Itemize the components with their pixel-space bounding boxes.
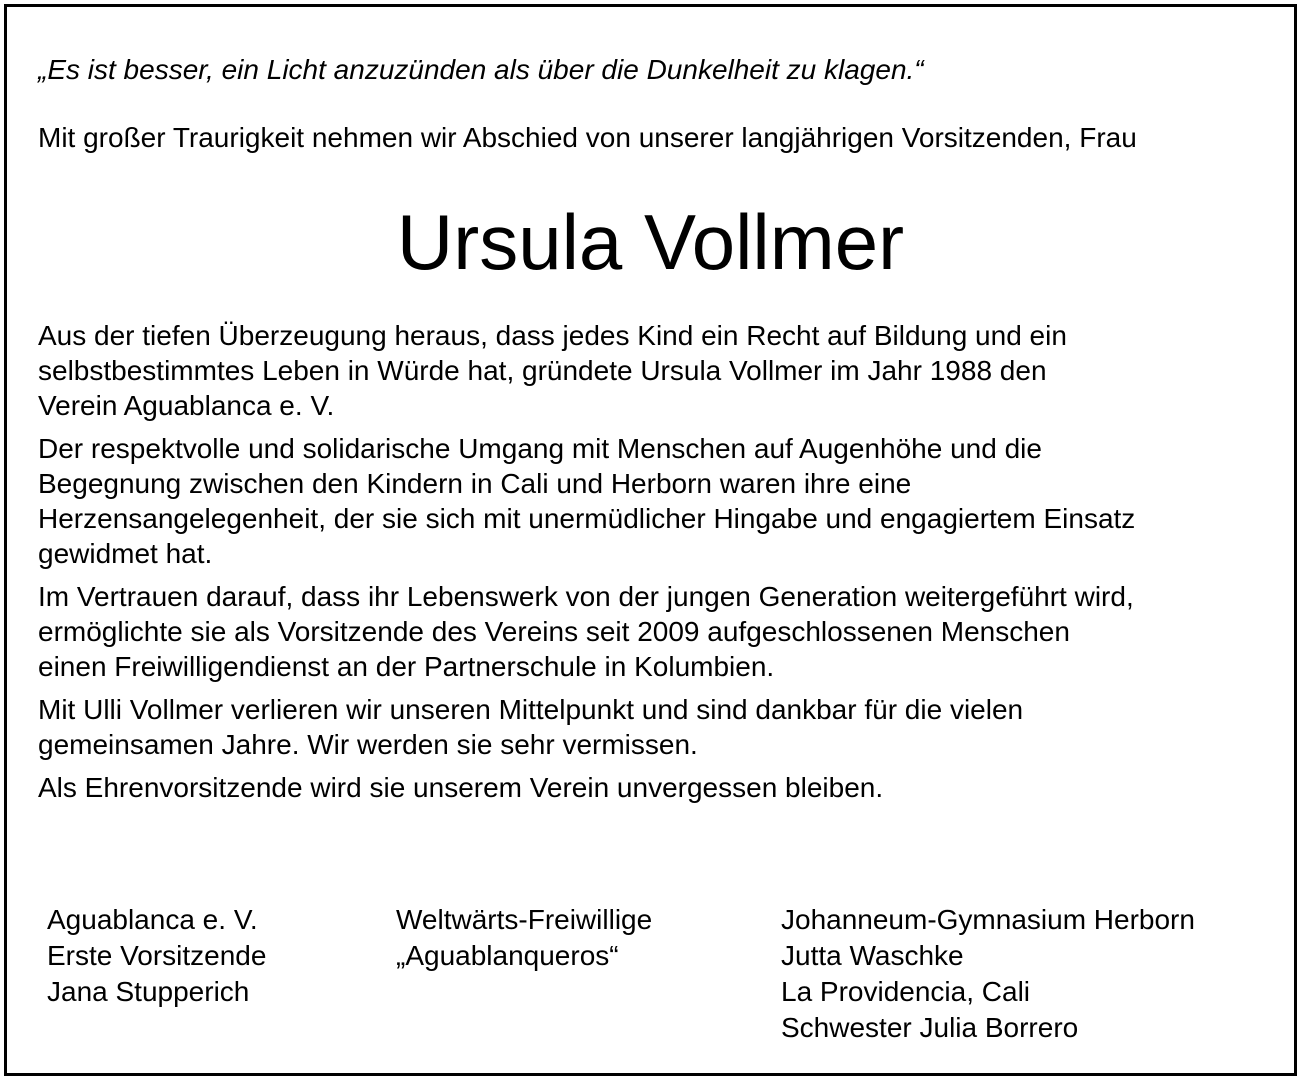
- paragraph-line: einen Freiwilligendienst an der Partnerschule in Kolumbien.: [38, 651, 775, 682]
- paragraph-line: Verein Aguablanca e. V.: [38, 390, 335, 421]
- signature-block-schools: [781, 902, 1195, 1046]
- signature-line: Jutta Waschke: [781, 940, 964, 971]
- paragraph-line: Aus der tiefen Überzeugung heraus, dass jedes Kind ein Recht auf Bildung und ein: [38, 320, 1067, 351]
- signature-line: Aguablanca e. V.: [47, 904, 258, 935]
- paragraph-line: ermöglichte sie als Vorsitzende des Vereins seit 2009 aufgeschlossenen Menschen: [38, 616, 1070, 647]
- paragraph-line: gewidmet hat.: [38, 538, 213, 569]
- signature-block-volunteers: [396, 902, 652, 974]
- signature-block-aguablanca: [47, 902, 266, 1010]
- signature-line: Jana Stupperich: [47, 976, 250, 1007]
- paragraph-line: selbstbestimmtes Leben in Würde hat, gründete Ursula Vollmer im Jahr 1988 den: [38, 355, 1047, 386]
- paragraph: [38, 318, 1288, 423]
- paragraph-line: Mit Ulli Vollmer verlieren wir unseren Mittelpunkt und sind dankbar für die vielen: [38, 694, 1024, 725]
- paragraph: [38, 692, 1288, 762]
- signature-line: Weltwärts-Freiwillige: [396, 904, 653, 935]
- signature-line: „Aguablanqueros“: [396, 940, 619, 971]
- quote: „Es ist besser, ein Licht anzuzünden als über die Dunkelheit zu klagen.“: [38, 54, 924, 85]
- signature-line: Johanneum-Gymnasium Herborn: [781, 904, 1195, 935]
- obituary-frame: [4, 4, 1297, 1076]
- paragraph-line: Begegnung zwischen den Kindern in Cali und Herborn waren ihre eine: [38, 468, 912, 499]
- signature-line: Erste Vorsitzende: [47, 940, 267, 971]
- body-text: [38, 318, 1288, 813]
- signature-line: La Providencia, Cali: [781, 976, 1031, 1007]
- deceased-name: Ursula Vollmer: [396, 198, 905, 286]
- paragraph-line: Im Vertrauen darauf, dass ihr Lebenswerk von der jungen Generation weitergeführt wird,: [38, 581, 1134, 612]
- signature-line: Schwester Julia Borrero: [781, 1012, 1079, 1043]
- paragraph: [38, 579, 1288, 684]
- paragraph-line: Herzensangelegenheit, der sie sich mit unermüdlicher Hingabe und engagiertem Einsatz: [38, 503, 1136, 534]
- paragraph-line: Als Ehrenvorsitzende wird sie unserem Verein unvergessen bleiben.: [38, 772, 884, 803]
- paragraph-line: gemeinsamen Jahre. Wir werden sie sehr vermissen.: [38, 729, 698, 760]
- paragraph-line: Der respektvolle und solidarische Umgang mit Menschen auf Augenhöhe und die: [38, 433, 1042, 464]
- intro-text: Mit großer Traurigkeit nehmen wir Abschied von unserer langjährigen Vorsitzenden, Frau: [38, 122, 1137, 153]
- paragraph: [38, 431, 1288, 571]
- paragraph: [38, 770, 1288, 805]
